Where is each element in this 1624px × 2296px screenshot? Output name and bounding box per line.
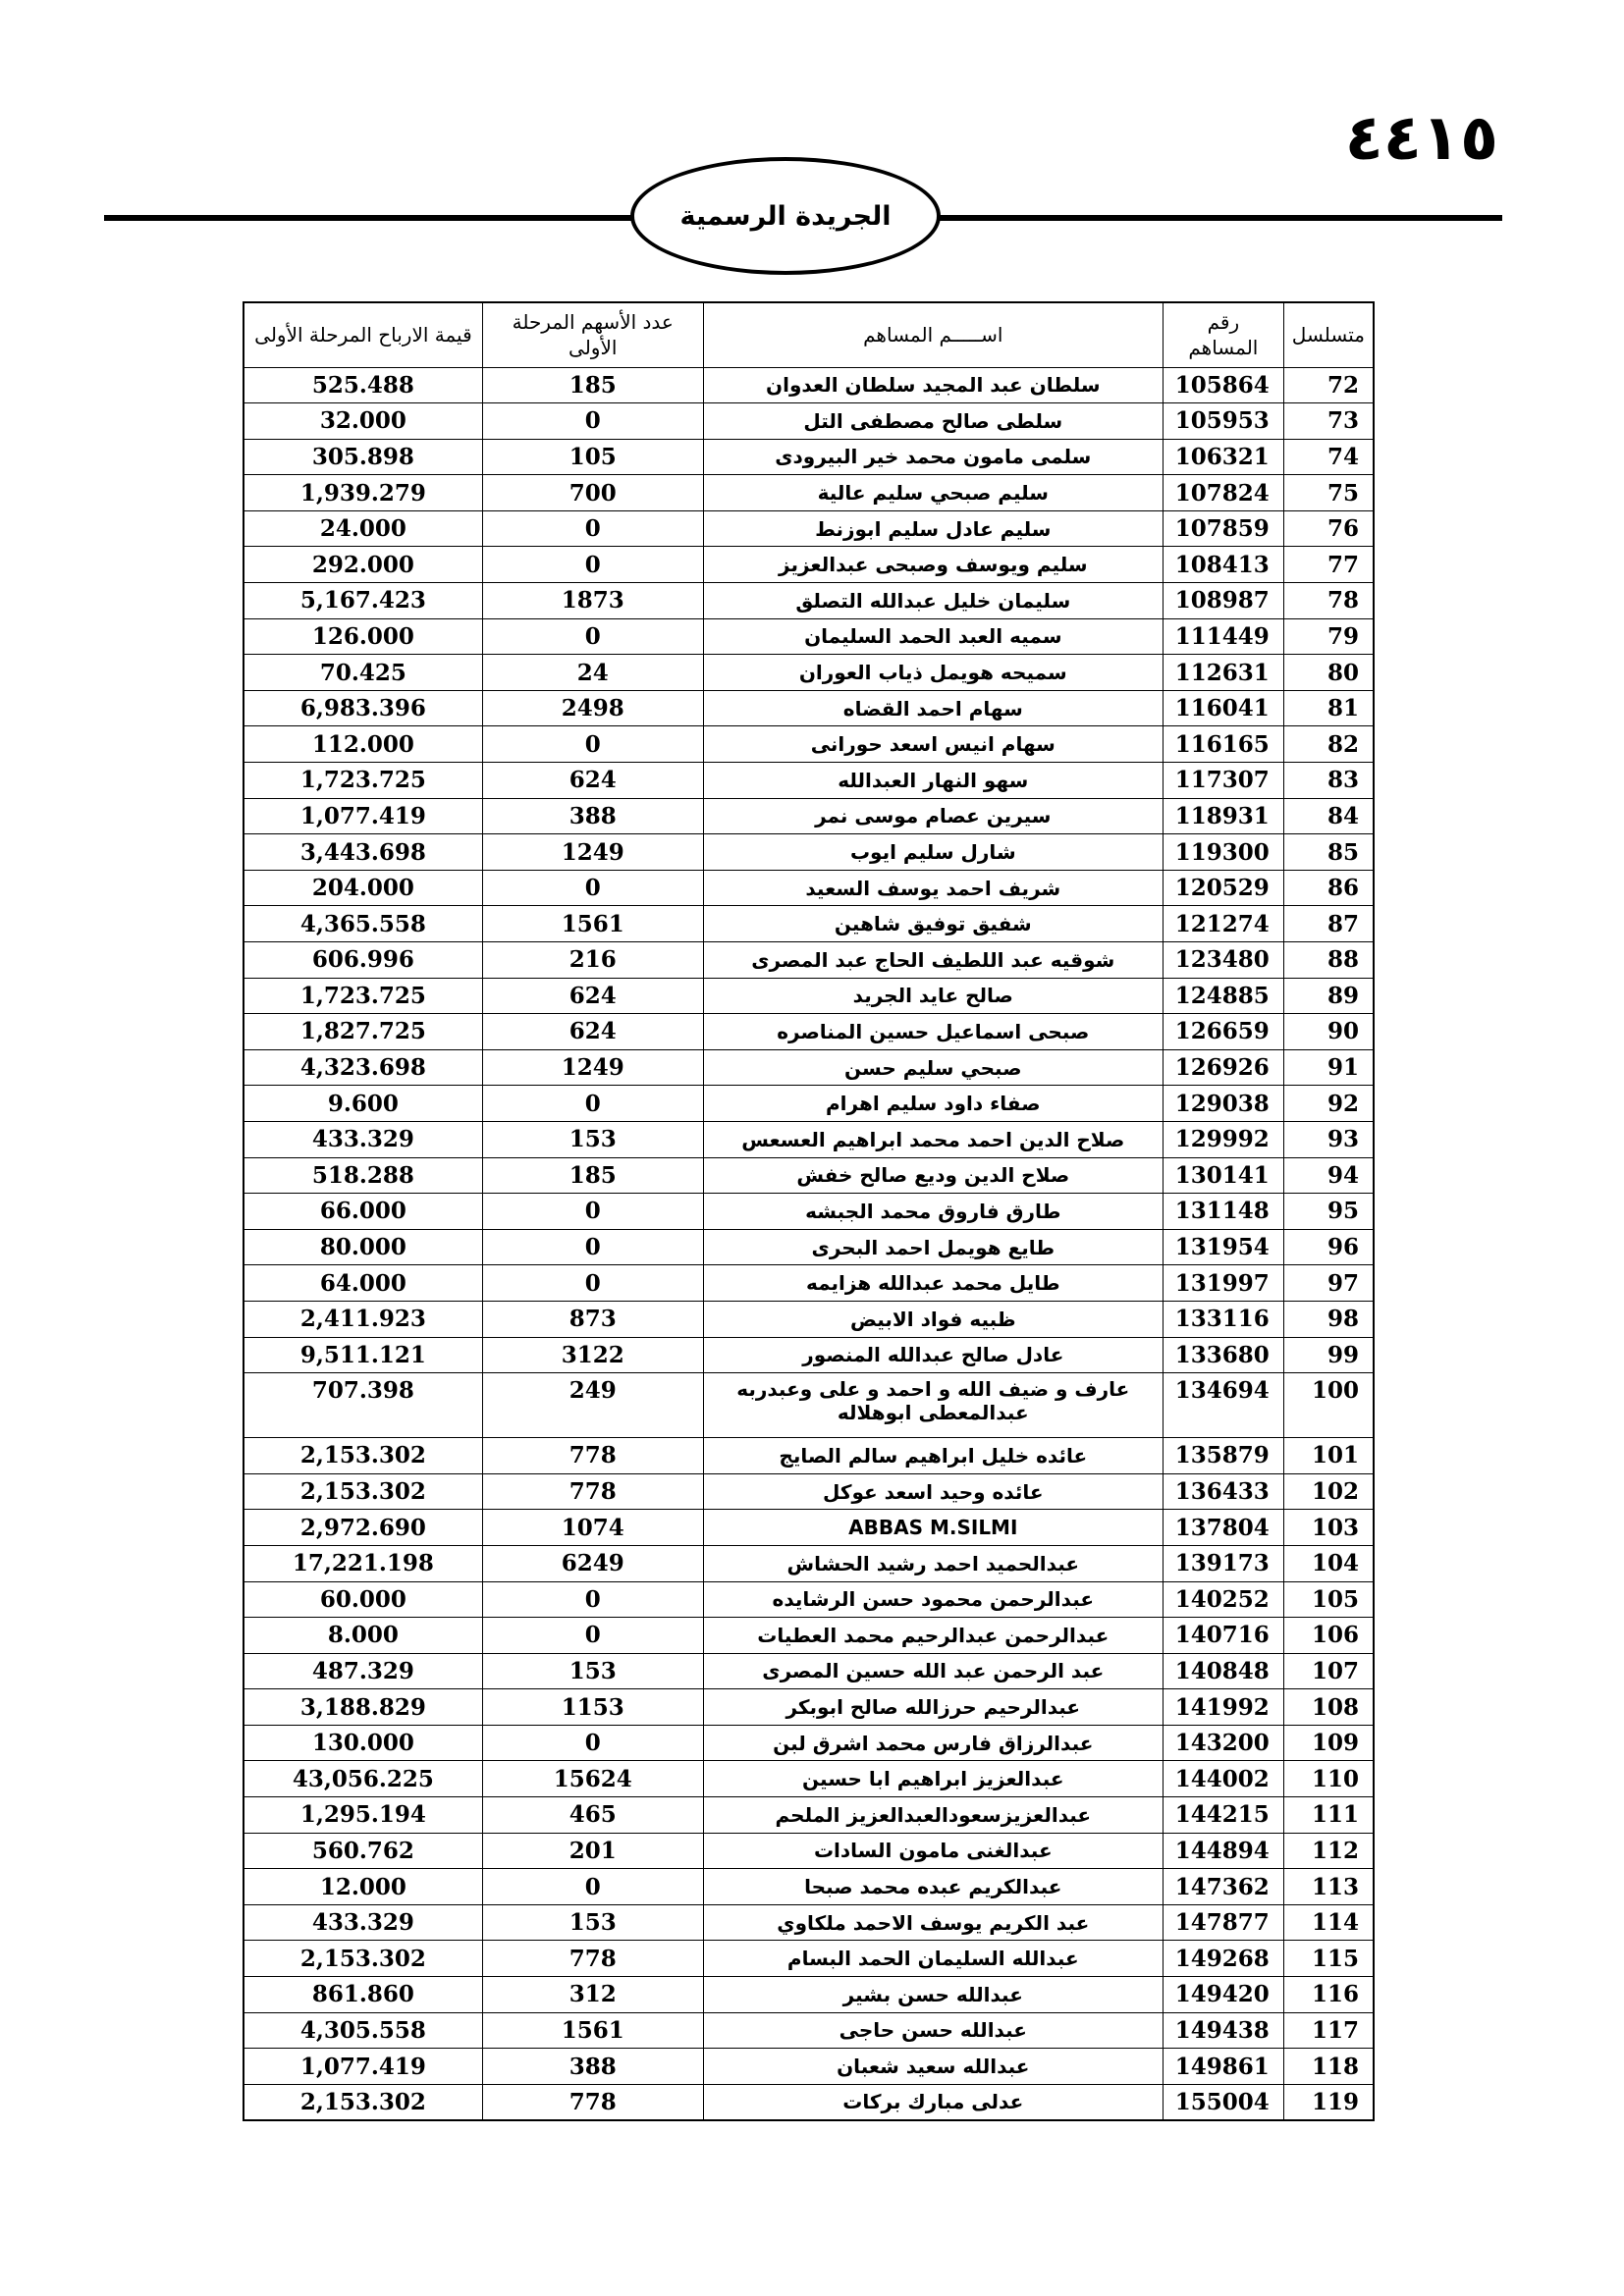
page-number: ٤٤١٥ [1344,102,1498,175]
cell-shares: 105 [482,439,703,475]
cell-seq: 72 [1283,367,1374,403]
cell-shareholder-id: 131997 [1163,1265,1283,1302]
cell-shareholder-id: 136433 [1163,1473,1283,1510]
table-row [244,475,1374,511]
table-row [244,618,1374,655]
cell-shares: 778 [482,1473,703,1510]
cell-shareholder-name: ABBAS M.SILMI [703,1510,1163,1546]
cell-shareholder-id: 141992 [1163,1689,1283,1726]
cell-shareholder-id: 140252 [1163,1581,1283,1618]
cell-shareholder-id: 112631 [1163,655,1283,691]
cell-shareholder-name: سلمى مامون محمد خير البيرودى [703,439,1163,475]
cell-shares: 15624 [482,1761,703,1797]
cell-shareholder-name: صبحى اسماعيل حسين المناصره [703,1014,1163,1050]
cell-shareholder-name: عبدالرحمن عبدالرحيم محمد العطيات [703,1618,1163,1654]
cell-seq: 89 [1283,978,1374,1014]
cell-shares: 6249 [482,1545,703,1581]
table-row [244,1049,1374,1086]
table-row [244,726,1374,763]
cell-shareholder-name: سميه العبد الحمد السليمان [703,618,1163,655]
cell-shareholder-name: سليم صبحي سليم عالية [703,475,1163,511]
cell-dividend-value: 4,305.558 [244,2012,482,2049]
table-row [244,1229,1374,1265]
cell-seq: 92 [1283,1086,1374,1122]
table-row [244,1438,1374,1474]
cell-dividend-value: 707.398 [244,1373,482,1438]
cell-shareholder-id: 117307 [1163,763,1283,799]
cell-shareholder-name: طايل محمد عبدالله هزايمه [703,1265,1163,1302]
cell-shareholder-id: 134694 [1163,1373,1283,1438]
cell-dividend-value: 4,323.698 [244,1049,482,1086]
cell-seq: 81 [1283,690,1374,726]
cell-shares: 3122 [482,1337,703,1373]
cell-seq: 107 [1283,1653,1374,1689]
cell-seq: 79 [1283,618,1374,655]
cell-shareholder-name: عادل صالح عبدالله المنصور [703,1337,1163,1373]
cell-shareholder-id: 135879 [1163,1438,1283,1474]
cell-seq: 117 [1283,2012,1374,2049]
cell-shares: 312 [482,1977,703,2013]
table-row [244,906,1374,942]
cell-shares: 1561 [482,906,703,942]
cell-seq: 97 [1283,1265,1374,1302]
cell-shareholder-name: عبدالله السليمان الحمد البسام [703,1941,1163,1977]
cell-shareholder-id: 147877 [1163,1904,1283,1941]
cell-dividend-value: 2,153.302 [244,1473,482,1510]
cell-shares: 778 [482,1941,703,1977]
cell-shareholder-id: 129038 [1163,1086,1283,1122]
cell-dividend-value: 292.000 [244,547,482,583]
cell-shares: 185 [482,367,703,403]
cell-shareholder-name: شريف احمد يوسف السعيد [703,870,1163,906]
cell-shareholder-id: 105953 [1163,403,1283,440]
cell-dividend-value: 305.898 [244,439,482,475]
cell-shares: 24 [482,655,703,691]
cell-shareholder-name: عبدالله حسن بشير [703,1977,1163,2013]
cell-shareholder-id: 108987 [1163,583,1283,619]
cell-shareholder-name: عبد الكريم يوسف الاحمد ملكاوي [703,1904,1163,1941]
cell-shareholder-id: 131954 [1163,1229,1283,1265]
cell-shareholder-name: عبدالكريم عبده محمد صبحا [703,1869,1163,1905]
table-row [244,1761,1374,1797]
cell-shareholder-id: 140716 [1163,1618,1283,1654]
cell-dividend-value: 130.000 [244,1725,482,1761]
cell-shareholder-name: عبد الرحمن عبد الله حسين المصرى [703,1653,1163,1689]
cell-shares: 0 [482,510,703,547]
cell-seq: 106 [1283,1618,1374,1654]
table-body [244,367,1374,2120]
cell-dividend-value: 606.996 [244,942,482,979]
table-row [244,1941,1374,1977]
cell-shareholder-id: 107859 [1163,510,1283,547]
cell-seq: 116 [1283,1977,1374,2013]
header-value: قيمة الارباح المرحلة الأولى [244,302,482,367]
cell-dividend-value: 3,188.829 [244,1689,482,1726]
cell-shareholder-name: عدلى مبارك بركات [703,2084,1163,2120]
cell-shares: 201 [482,1833,703,1869]
cell-shareholder-name: عبدالرحمن محمود حسن الرشايده [703,1581,1163,1618]
cell-dividend-value: 560.762 [244,1833,482,1869]
table-row [244,870,1374,906]
table-row [244,1086,1374,1122]
cell-shareholder-name: عائده وحيد اسعد عوكل [703,1473,1163,1510]
cell-dividend-value: 6,983.396 [244,690,482,726]
cell-shareholder-name: صبحي سليم حسن [703,1049,1163,1086]
cell-shareholder-name: سهام انيس اسعد حورانى [703,726,1163,763]
cell-seq: 104 [1283,1545,1374,1581]
cell-seq: 118 [1283,2049,1374,2085]
cell-seq: 109 [1283,1725,1374,1761]
table-row [244,1510,1374,1546]
cell-shares: 0 [482,1581,703,1618]
cell-seq: 84 [1283,798,1374,834]
cell-dividend-value: 518.288 [244,1157,482,1194]
cell-shareholder-name: عبدالعزيزسعودالعبدالعزيز الملحم [703,1797,1163,1834]
cell-shares: 1249 [482,1049,703,1086]
cell-shareholder-name: طارق فاروق محمد الجبشه [703,1194,1163,1230]
cell-shareholder-id: 120529 [1163,870,1283,906]
table-row [244,1121,1374,1157]
cell-shareholder-name: سليم ويوسف وصبحى عبدالعزيز [703,547,1163,583]
table-row [244,1725,1374,1761]
cell-dividend-value: 80.000 [244,1229,482,1265]
cell-dividend-value: 43,056.225 [244,1761,482,1797]
cell-shareholder-id: 108413 [1163,547,1283,583]
cell-shareholder-id: 155004 [1163,2084,1283,2120]
cell-shareholder-name: عارف و ضيف الله و احمد و على وعبدربه عبدالمعطى ابوهلاله [703,1373,1163,1438]
table-row [244,1689,1374,1726]
cell-shareholder-name: عبدالرحيم حرزالله صالح ابوبكر [703,1689,1163,1726]
cell-seq: 85 [1283,834,1374,871]
cell-dividend-value: 2,153.302 [244,1438,482,1474]
cell-shareholder-name: سلطان عبد المجيد سلطان العدوان [703,367,1163,403]
cell-dividend-value: 433.329 [244,1904,482,1941]
cell-dividend-value: 2,153.302 [244,1941,482,1977]
cell-dividend-value: 32.000 [244,403,482,440]
cell-seq: 119 [1283,2084,1374,2120]
cell-seq: 90 [1283,1014,1374,1050]
cell-shares: 0 [482,1725,703,1761]
cell-shareholder-id: 126926 [1163,1049,1283,1086]
cell-shareholder-id: 137804 [1163,1510,1283,1546]
cell-shareholder-name: صفاء داود سليم اهرام [703,1086,1163,1122]
cell-shareholder-id: 144215 [1163,1797,1283,1834]
cell-dividend-value: 2,153.302 [244,2084,482,2120]
table-row [244,1581,1374,1618]
table-row [244,439,1374,475]
table-row [244,1869,1374,1905]
cell-seq: 95 [1283,1194,1374,1230]
cell-seq: 76 [1283,510,1374,547]
cell-shares: 0 [482,1869,703,1905]
cell-shares: 0 [482,1229,703,1265]
cell-shareholder-name: صالح عايد الجريد [703,978,1163,1014]
table-row [244,1904,1374,1941]
cell-shares: 249 [482,1373,703,1438]
cell-shareholder-name: سليم عادل سليم ابوزنط [703,510,1163,547]
cell-dividend-value: 487.329 [244,1653,482,1689]
cell-shares: 388 [482,2049,703,2085]
cell-shares: 1153 [482,1689,703,1726]
cell-shareholder-id: 147362 [1163,1869,1283,1905]
cell-dividend-value: 1,723.725 [244,763,482,799]
table-row [244,583,1374,619]
header-name: اســـــم المساهم [703,302,1163,367]
table-row [244,1337,1374,1373]
cell-shareholder-id: 111449 [1163,618,1283,655]
table-row [244,2049,1374,2085]
cell-dividend-value: 1,827.725 [244,1014,482,1050]
cell-shares: 0 [482,1194,703,1230]
cell-shareholder-id: 129992 [1163,1121,1283,1157]
table-row [244,1157,1374,1194]
cell-seq: 112 [1283,1833,1374,1869]
header-shares: عدد الأسهم المرحلة الأولى [482,302,703,367]
cell-shareholder-name: صلاح الدين وديع صالح خفش [703,1157,1163,1194]
cell-shareholder-id: 118931 [1163,798,1283,834]
cell-shareholder-id: 131148 [1163,1194,1283,1230]
cell-shareholder-id: 105864 [1163,367,1283,403]
cell-seq: 86 [1283,870,1374,906]
cell-shares: 624 [482,763,703,799]
cell-shareholder-name: عبدالغنى مامون السادات [703,1833,1163,1869]
cell-shareholder-id: 149438 [1163,2012,1283,2049]
cell-shareholder-id: 107824 [1163,475,1283,511]
cell-dividend-value: 126.000 [244,618,482,655]
table-row [244,1977,1374,2013]
table-row [244,2084,1374,2120]
cell-shareholder-name: عائده خليل ابراهيم سالم الصايج [703,1438,1163,1474]
cell-dividend-value: 1,939.279 [244,475,482,511]
cell-shares: 0 [482,1618,703,1654]
cell-shareholder-id: 144894 [1163,1833,1283,1869]
cell-shareholder-id: 133680 [1163,1337,1283,1373]
cell-dividend-value: 525.488 [244,367,482,403]
cell-dividend-value: 433.329 [244,1121,482,1157]
cell-shares: 1249 [482,834,703,871]
cell-shareholder-id: 139173 [1163,1545,1283,1581]
cell-seq: 96 [1283,1229,1374,1265]
cell-shares: 778 [482,1438,703,1474]
cell-shareholder-name: ظبيه فواد الابيض [703,1301,1163,1337]
cell-seq: 101 [1283,1438,1374,1474]
cell-shareholder-name: عبدالله حسن حاجى [703,2012,1163,2049]
table-row [244,547,1374,583]
cell-dividend-value: 112.000 [244,726,482,763]
cell-shares: 0 [482,1086,703,1122]
cell-shareholder-name: صلاح الدين احمد محمد ابراهيم العسعس [703,1121,1163,1157]
cell-seq: 88 [1283,942,1374,979]
table-row [244,2012,1374,2049]
table-row [244,1545,1374,1581]
cell-dividend-value: 861.860 [244,1977,482,2013]
cell-seq: 78 [1283,583,1374,619]
cell-shareholder-name: عبدالحميد احمد رشيد الحشاش [703,1545,1163,1581]
cell-shareholder-name: سليمان خليل عبدالله التصلق [703,583,1163,619]
table-row [244,978,1374,1014]
cell-shares: 465 [482,1797,703,1834]
cell-seq: 80 [1283,655,1374,691]
cell-shares: 0 [482,726,703,763]
cell-seq: 83 [1283,763,1374,799]
cell-seq: 99 [1283,1337,1374,1373]
cell-shares: 0 [482,618,703,655]
cell-dividend-value: 1,077.419 [244,2049,482,2085]
cell-shareholder-id: 149268 [1163,1941,1283,1977]
cell-dividend-value: 5,167.423 [244,583,482,619]
cell-seq: 91 [1283,1049,1374,1086]
cell-shareholder-id: 133116 [1163,1301,1283,1337]
cell-shareholder-id: 106321 [1163,439,1283,475]
cell-shareholder-id: 126659 [1163,1014,1283,1050]
cell-shares: 185 [482,1157,703,1194]
cell-shares: 216 [482,942,703,979]
cell-shares: 388 [482,798,703,834]
cell-seq: 113 [1283,1869,1374,1905]
cell-dividend-value: 4,365.558 [244,906,482,942]
cell-shareholder-name: طايع هويمل احمد البحرى [703,1229,1163,1265]
table-row [244,367,1374,403]
table-row [244,942,1374,979]
cell-shareholder-id: 123480 [1163,942,1283,979]
table-row [244,403,1374,440]
cell-dividend-value: 8.000 [244,1618,482,1654]
table-row [244,1301,1374,1337]
table-row [244,655,1374,691]
table-row [244,1797,1374,1834]
cell-dividend-value: 64.000 [244,1265,482,1302]
cell-seq: 111 [1283,1797,1374,1834]
header-id: رقم المساهم [1163,302,1283,367]
table-header-row [244,302,1374,367]
cell-seq: 93 [1283,1121,1374,1157]
cell-shareholder-name: سيرين عصام موسى نمر [703,798,1163,834]
cell-shareholder-id: 149861 [1163,2049,1283,2085]
cell-shares: 0 [482,870,703,906]
cell-seq: 94 [1283,1157,1374,1194]
cell-shareholder-id: 116041 [1163,690,1283,726]
table-row [244,1373,1374,1438]
cell-shareholder-name: سلطى صالح مصطفى التل [703,403,1163,440]
cell-shareholder-id: 124885 [1163,978,1283,1014]
table-row [244,1014,1374,1050]
cell-shares: 2498 [482,690,703,726]
table-row [244,1265,1374,1302]
cell-seq: 108 [1283,1689,1374,1726]
table-row [244,1653,1374,1689]
cell-shareholder-id: 121274 [1163,906,1283,942]
cell-shares: 0 [482,1265,703,1302]
shareholders-table [243,301,1375,2121]
table-row [244,690,1374,726]
cell-shares: 700 [482,475,703,511]
cell-seq: 115 [1283,1941,1374,1977]
cell-seq: 100 [1283,1373,1374,1438]
cell-shares: 0 [482,547,703,583]
cell-shares: 153 [482,1653,703,1689]
cell-shares: 0 [482,403,703,440]
cell-shareholder-id: 116165 [1163,726,1283,763]
cell-seq: 73 [1283,403,1374,440]
cell-seq: 82 [1283,726,1374,763]
cell-seq: 87 [1283,906,1374,942]
cell-shareholder-name: سهو النهار العبدالله [703,763,1163,799]
table-row [244,1473,1374,1510]
cell-shares: 153 [482,1904,703,1941]
cell-shareholder-name: سهام احمد القضاه [703,690,1163,726]
cell-seq: 74 [1283,439,1374,475]
cell-shareholder-name: عبدالرزاق فارس محمد اشرق لبن [703,1725,1163,1761]
table-row [244,763,1374,799]
table-row [244,1618,1374,1654]
cell-seq: 98 [1283,1301,1374,1337]
cell-seq: 75 [1283,475,1374,511]
cell-seq: 103 [1283,1510,1374,1546]
cell-dividend-value: 3,443.698 [244,834,482,871]
cell-seq: 77 [1283,547,1374,583]
cell-shareholder-name: شفيق توفيق شاهين [703,906,1163,942]
cell-shareholder-id: 119300 [1163,834,1283,871]
table-row [244,798,1374,834]
cell-dividend-value: 204.000 [244,870,482,906]
cell-dividend-value: 2,411.923 [244,1301,482,1337]
cell-shareholder-id: 143200 [1163,1725,1283,1761]
cell-shares: 1873 [482,583,703,619]
cell-shares: 873 [482,1301,703,1337]
cell-shareholder-id: 140848 [1163,1653,1283,1689]
cell-dividend-value: 60.000 [244,1581,482,1618]
table-row [244,1194,1374,1230]
cell-dividend-value: 2,972.690 [244,1510,482,1546]
cell-dividend-value: 1,295.194 [244,1797,482,1834]
cell-dividend-value: 66.000 [244,1194,482,1230]
cell-shareholder-id: 130141 [1163,1157,1283,1194]
cell-seq: 114 [1283,1904,1374,1941]
cell-dividend-value: 9.600 [244,1086,482,1122]
cell-seq: 110 [1283,1761,1374,1797]
table-row [244,834,1374,871]
cell-shareholder-name: سميحه هويمل ذياب العوران [703,655,1163,691]
cell-shares: 1074 [482,1510,703,1546]
cell-shareholder-name: شارل سليم ايوب [703,834,1163,871]
cell-shares: 778 [482,2084,703,2120]
table-row [244,1833,1374,1869]
cell-dividend-value: 17,221.198 [244,1545,482,1581]
cell-shares: 153 [482,1121,703,1157]
cell-shareholder-id: 149420 [1163,1977,1283,2013]
cell-seq: 102 [1283,1473,1374,1510]
cell-dividend-value: 12.000 [244,1869,482,1905]
cell-dividend-value: 1,077.419 [244,798,482,834]
gazette-title: الجريدة الرسمية [630,157,941,275]
cell-dividend-value: 70.425 [244,655,482,691]
cell-shares: 1561 [482,2012,703,2049]
cell-shareholder-id: 144002 [1163,1761,1283,1797]
cell-shareholder-name: شوقيه عبد اللطيف الحاج عبد المصرى [703,942,1163,979]
cell-seq: 105 [1283,1581,1374,1618]
header-seq: متسلسل [1283,302,1374,367]
cell-dividend-value: 24.000 [244,510,482,547]
cell-shareholder-name: عبدالعزيز ابراهيم ابا حسين [703,1761,1163,1797]
cell-dividend-value: 9,511.121 [244,1337,482,1373]
cell-dividend-value: 1,723.725 [244,978,482,1014]
cell-shares: 624 [482,978,703,1014]
cell-shares: 624 [482,1014,703,1050]
cell-shareholder-name: عبدالله سعيد شعبان [703,2049,1163,2085]
table-row [244,510,1374,547]
